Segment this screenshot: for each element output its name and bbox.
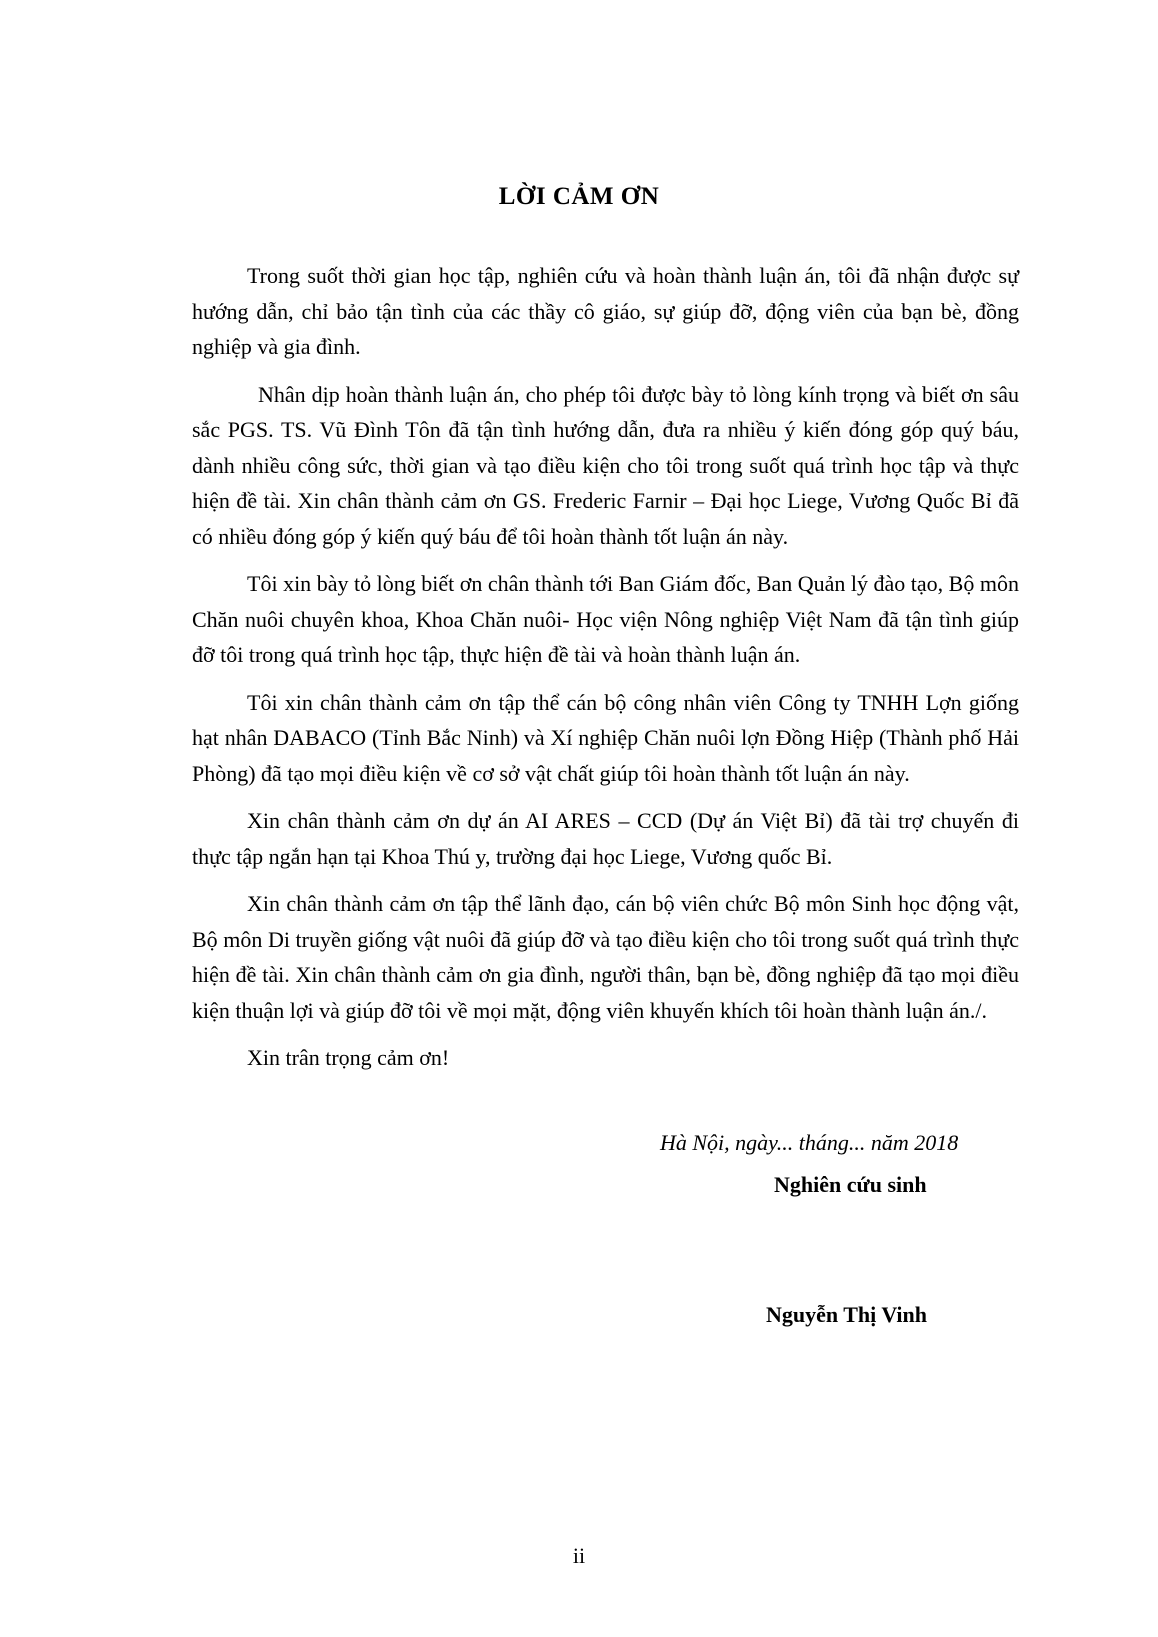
paragraph-6: Xin chân thành cảm ơn tập thể lãnh đạo, cán bộ viên chức Bộ môn Sinh học động vật, Bộ môn Di truyền giống vật nuôi đã giúp đỡ và tạo điều kiện cho tôi trong suốt quá trình thực hiện đề tài. Xin chân thành cảm ơn gia đình, người thân, bạn bè, đồng nghiệp đã tạo mọi điều kiện thuận lợi và giúp đỡ tôi về mọi mặt, động viên khuyến khích tôi hoàn thành luận án./. xyxy=(192,891,1019,1023)
acknowledgement-body xyxy=(192,258,1019,1088)
paragraph-7: Xin trân trọng cảm ơn! xyxy=(247,1045,450,1070)
author-name: Nguyễn Thị Vinh xyxy=(766,1302,928,1327)
page-number: ii xyxy=(572,1543,586,1568)
author-role: Nghiên cứu sinh xyxy=(774,1172,927,1197)
page-title: LỜI CẢM ƠN xyxy=(498,183,660,210)
place-date: Hà Nội, ngày... tháng... năm 2018 xyxy=(660,1130,959,1155)
paragraph-2: Nhân dịp hoàn thành luận án, cho phép tôi được bày tỏ lòng kính trọng và biết ơn sâu sắc PGS. TS. Vũ Đình Tôn đã tận tình hướng dẫn, đưa ra nhiều ý kiến đóng góp quý báu, dành nhiều công sức, thời gian và tạo điều kiện cho tôi trong suốt quá trình học tập và thực hiện đề tài. Xin chân thành cảm ơn GS. Frederic Farnir – Đại học Liege, Vương Quốc Bỉ đã có nhiều đóng góp ý kiến quý báu để tôi hoàn thành tốt luận án này. xyxy=(192,381,1019,549)
paragraph-4: Tôi xin chân thành cảm ơn tập thể cán bộ công nhân viên Công ty TNHH Lợn giống hạt nhân DABACO (Tỉnh Bắc Ninh) và Xí nghiệp Chăn nuôi lợn Đồng Hiệp (Thành phố Hải Phòng) đã tạo mọi điều kiện về cơ sở vật chất giúp tôi hoàn thành tốt luận án này. xyxy=(192,689,1019,786)
paragraph-5: Xin chân thành cảm ơn dự án AI ARES – CCD (Dự án Việt Bỉ) đã tài trợ chuyến đi thực tập ngắn hạn tại Khoa Thú y, trường đại học Liege, Vương quốc Bỉ. xyxy=(192,808,1019,869)
paragraph-3: Tôi xin bày tỏ lòng biết ơn chân thành tới Ban Giám đốc, Ban Quản lý đào tạo, Bộ môn Chăn nuôi chuyên khoa, Khoa Chăn nuôi- Học viện Nông nghiệp Việt Nam đã tận tình giúp đỡ tôi trong quá trình học tập, thực hiện đề tài và hoàn thành luận án. xyxy=(192,571,1019,667)
paragraph-1: Trong suốt thời gian học tập, nghiên cứu và hoàn thành luận án, tôi đã nhận được sự hướng dẫn, chỉ bảo tận tình của các thầy cô giáo, sự giúp đỡ, động viên của bạn bè, đồng nghiệp và gia đình. xyxy=(192,263,1019,359)
